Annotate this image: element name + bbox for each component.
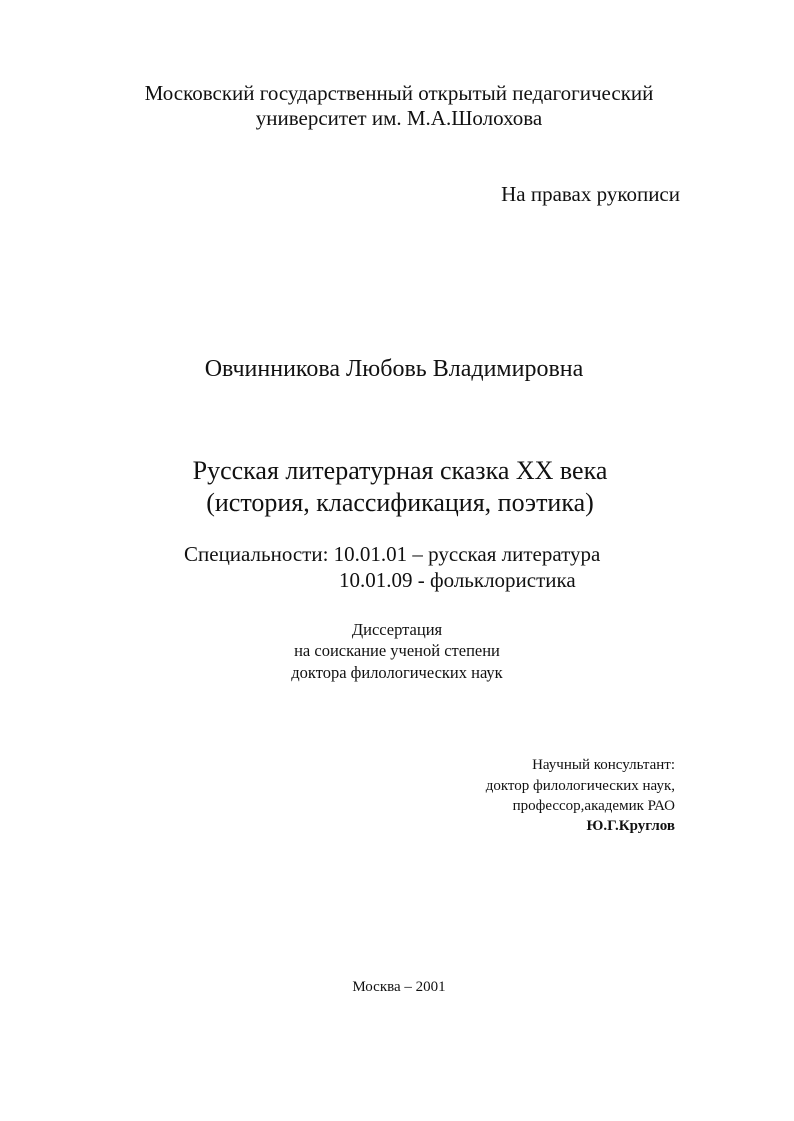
consultant-label: Научный консультант: — [532, 757, 675, 773]
dissertation-line-3: доктора филологических наук — [291, 663, 503, 682]
dissertation-line-1: Диссертация — [351, 620, 443, 639]
dissertation-line-2: на соискание ученой степени — [294, 641, 500, 660]
author-name: Овчинникова Любовь Владимировна — [204, 356, 584, 382]
consultant-degree: доктор филологических наук, — [485, 778, 675, 794]
specialty-line-1: Специальности: 10.01.01 – русская литература — [184, 542, 601, 566]
rights-note: На правах рукописи — [501, 182, 680, 206]
institution-line-1: Московский государственный открытый педагогический — [144, 81, 654, 105]
city-year: Москва – 2001 — [352, 979, 446, 995]
specialty-line-2: 10.01.09 - фольклористика — [339, 568, 576, 592]
title-line-2: (история, классификация, поэтика) — [206, 488, 594, 517]
title-line-1: Русская литературная сказка XX века — [192, 456, 608, 485]
consultant-name: Ю.Г.Круглов — [586, 818, 675, 834]
consultant-title: профессор,академик РАО — [512, 798, 675, 814]
institution-line-2: университет им. М.А.Шолохова — [255, 106, 543, 130]
